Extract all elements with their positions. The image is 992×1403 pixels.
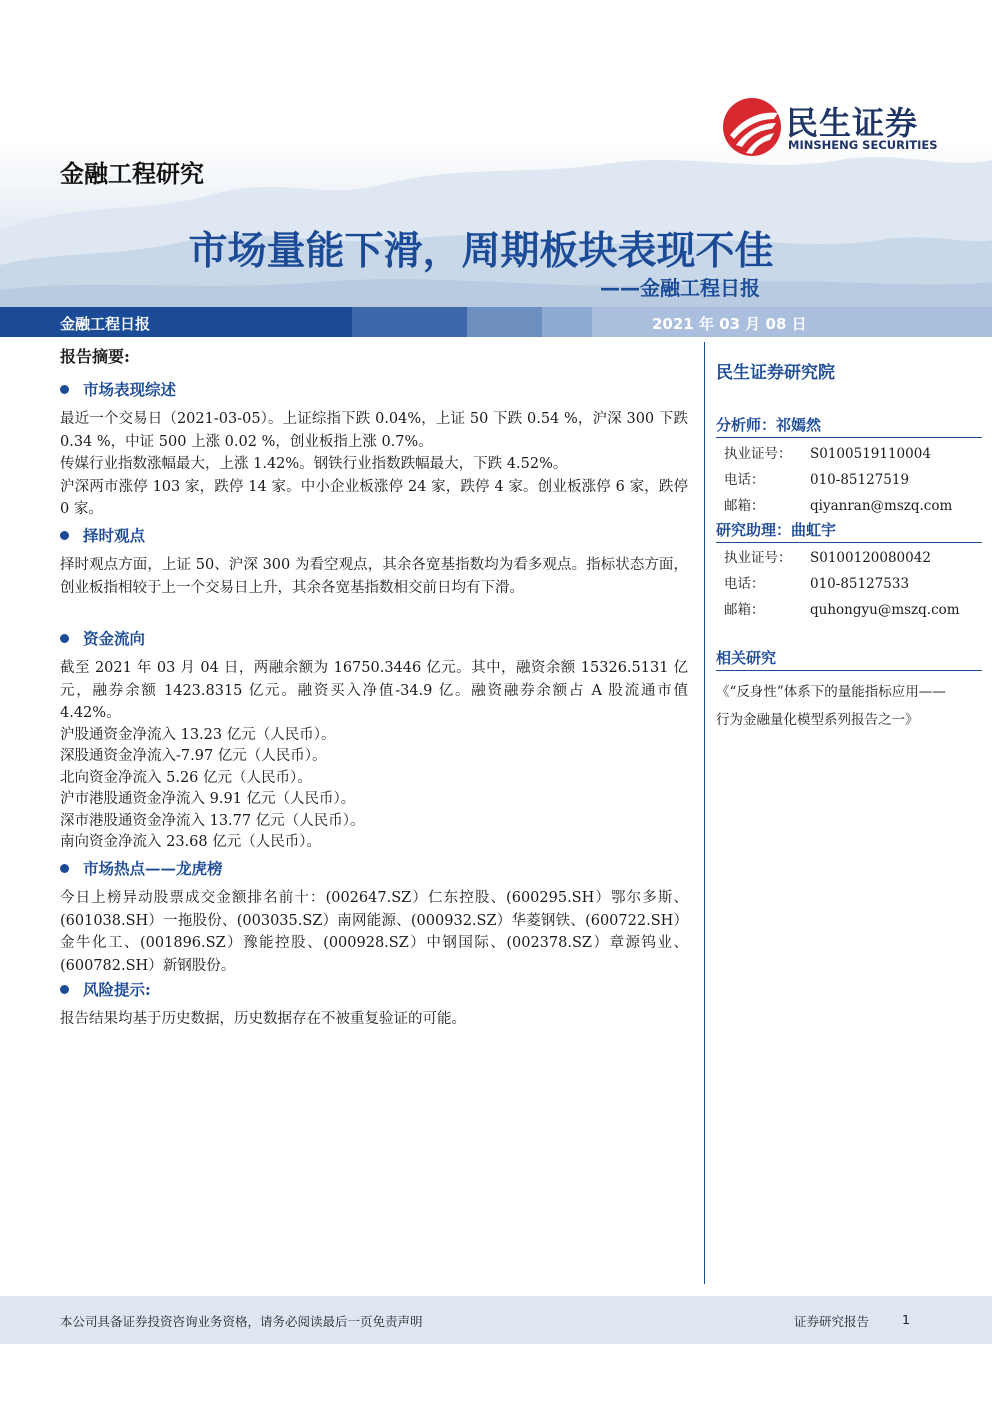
institute-name: 民生证券研究院 (716, 363, 835, 383)
logo-text-cn: 民生证券 (786, 104, 919, 142)
fund-flow-line: 沪股通资金净流入 13.23 亿元（人民币）。 (60, 726, 336, 743)
summary-heading: 报告摘要: (60, 347, 130, 366)
assistant-license: 执业证号： S0100120080042 (724, 550, 931, 566)
section-funds (60, 627, 688, 854)
fund-flow-line: 深市港股通资金净流入 13.77 亿元（人民币）。 (60, 812, 365, 829)
related-report-link[interactable]: 行为金融量化模型系列报告之一》 (716, 712, 919, 728)
analyst-email[interactable]: 邮箱： qiyanran@mszq.com (724, 498, 953, 514)
section-title: 风险提示: (60, 978, 688, 1002)
related-report-link[interactable]: 《“反身性”体系下的量能指标应用—— (716, 684, 946, 700)
report-date: 2021 年 03 月 08 日 (652, 315, 807, 333)
column-divider (704, 342, 705, 1284)
report-subtitle: ——金融工程日报 (600, 276, 760, 300)
analyst-phone: 电话： 010-85127519 (724, 472, 910, 488)
page-number: 1 (902, 1312, 910, 1327)
paragraph: 最近一个交易日（2021-03-05）。上证综指下跌 0.04%，上证 50 下跌 0.54 %，沪深 300 下跌 0.34 %，中证 500 上涨 0.02 %，创业板指上涨 0.7%。 (60, 411, 688, 450)
section-timing (60, 524, 688, 599)
paragraph: 择时观点方面，上证 50、沪深 300 为看空观点，其余各宽基指数均为看多观点。指标状态方面，创业板指相较于上一个交易日上升，其余各宽基指数相交前日均有下滑。 (60, 557, 688, 596)
paragraph: 报告结果均基于历史数据，历史数据存在不被重复验证的可能。 (60, 1011, 466, 1027)
assistant-heading: 研究助理：曲虹宇 (716, 519, 982, 543)
bar-report-type: 金融工程日报 (60, 315, 151, 333)
bullet-icon (60, 385, 69, 394)
fund-flow-line: 南向资金净流入 23.68 亿元（人民币）。 (60, 834, 321, 850)
logo-text-en: MINSHENG SECURITIES (788, 138, 938, 152)
report-category: 金融工程研究 (60, 160, 204, 188)
section-hot (60, 857, 688, 977)
analyst-heading: 分析师：祁嫣然 (716, 414, 982, 438)
assistant-email[interactable]: 邮箱： quhongyu@mszq.com (724, 602, 960, 618)
footer-report-type: 证券研究报告 (794, 1314, 870, 1329)
paragraph: 截至 2021 年 03 月 04 日，两融余额为 16750.3446 亿元。其中，融资余额 15326.5131 亿元，融券余额 1423.8315 亿元。融资买入净值-34.9 亿。融资融券余额占 A 股流通市值 4.42%。 (60, 660, 688, 721)
section-title: 市场热点——龙虎榜 (60, 857, 688, 881)
footer-disclaimer: 本公司具备证券投资咨询业务资格，请务必阅读最后一页免责声明 (60, 1314, 423, 1329)
section-risk (60, 978, 688, 1031)
section-market (60, 378, 688, 521)
fund-flow-line: 北向资金净流入 5.26 亿元（人民币）。 (60, 769, 312, 786)
paragraph: 传媒行业指数涨幅最大，上涨 1.42%。钢铁行业指数跌幅最大，下跌 4.52%。 (60, 456, 568, 472)
paragraph: 沪深两市涨停 103 家，跌停 14 家。中小企业板涨停 24 家，跌停 4 家。创业板涨停 6 家，跌停 0 家。 (60, 478, 688, 517)
fund-flow-line: 沪市港股通资金净流入 9.91 亿元（人民币）。 (60, 791, 356, 807)
bullet-icon (60, 634, 69, 643)
section-title: 资金流向 (60, 627, 688, 651)
bullet-icon (60, 531, 69, 540)
section-title: 市场表现综述 (60, 378, 688, 402)
minsheng-logo-icon (722, 97, 782, 157)
report-title: 市场量能下滑，周期板块表现不佳 (188, 229, 774, 274)
fund-flow-line: 深股通资金净流入-7.97 亿元（人民币）。 (60, 748, 327, 764)
bullet-icon (60, 985, 69, 994)
assistant-phone: 电话： 010-85127533 (724, 576, 910, 592)
analyst-license: 执业证号： S0100519110004 (724, 446, 931, 462)
related-heading: 相关研究 (716, 647, 982, 671)
section-title: 择时观点 (60, 524, 688, 548)
paragraph: 今日上榜异动股票成交金额排名前十：(002647.SZ）仁东控股、(600295.SH）鄂尔多斯、(601038.SH）一拖股份、(003035.SZ）南网能源、(000932.SZ）华菱钢铁、(600722.SH）金牛化工、(001896.SZ）豫能控股、(000928.SZ）中钢国际、(002378.SZ）章源钨业、(600782.SH）新钢股份。 (60, 890, 688, 974)
bullet-icon (60, 864, 69, 873)
